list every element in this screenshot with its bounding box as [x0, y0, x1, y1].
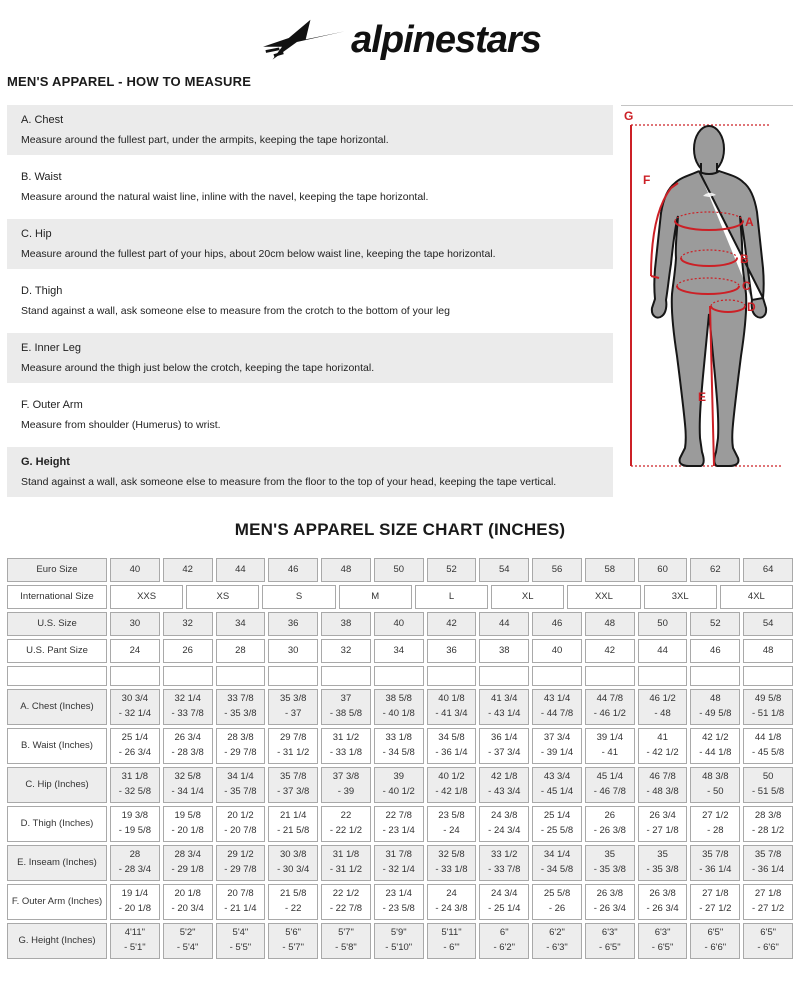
size-guide-page: [0, 12, 800, 959]
measure-section-desc: Stand against a wall, ask someone else to measure from the crotch to the bottom of your leg: [21, 305, 450, 317]
size-value-cell: [585, 666, 635, 686]
measurement-figure: [621, 105, 793, 504]
size-value-cell: 6'5" - 6'6": [743, 923, 793, 959]
measure-section-title: A. Chest: [21, 114, 64, 126]
size-value-cell: [163, 666, 213, 686]
size-value-cell: 22 1/2 - 22 7/8: [321, 884, 371, 920]
measure-section-desc: Measure around the natural waist line, inline with the navel, keeping the tape horizontal.: [21, 191, 429, 203]
size-value-cell: 29 7/8 - 31 1/2: [268, 728, 318, 764]
size-value-cell: 46: [532, 612, 582, 636]
size-value-cell: 33 1/8 - 34 5/8: [374, 728, 424, 764]
size-value-cell: 30: [110, 612, 160, 636]
size-measure-row: [7, 728, 793, 764]
size-value-cell: 4'11" - 5'1": [110, 923, 160, 959]
size-value-cell: 31 1/8 - 31 1/2: [321, 845, 371, 881]
measure-section-desc: Measure from shoulder (Humerus) to wrist.: [21, 419, 221, 431]
measure-section-desc: Measure around the thigh just below the crotch, keeping the tape horizontal.: [21, 362, 375, 374]
size-value-cell: 35 - 35 3/8: [585, 845, 635, 881]
size-header-row: [7, 558, 793, 582]
size-value-cell: 19 1/4 - 20 1/8: [110, 884, 160, 920]
label-f: F: [643, 173, 651, 187]
size-header-row: [7, 585, 793, 609]
alpinestars-logo: [7, 12, 793, 68]
measure-section-title: E. Inner Leg: [21, 342, 81, 354]
size-value-cell: 27 1/2 - 28: [690, 806, 740, 842]
size-value-cell: [374, 666, 424, 686]
size-value-cell: 38: [321, 612, 371, 636]
size-value-cell: [479, 666, 529, 686]
size-value-cell: 19 3/8 - 19 5/8: [110, 806, 160, 842]
size-value-cell: 4XL: [720, 585, 793, 609]
measure-section-desc: Stand against a wall, ask someone else to measure from the floor to the top of your head, keeping the tape vertical.: [21, 476, 557, 488]
measure-section: [7, 390, 613, 440]
size-value-cell: 40 1/8 - 41 3/4: [427, 689, 477, 725]
size-value-cell: 48 3/8 - 50: [690, 767, 740, 803]
size-value-cell: 48: [743, 639, 793, 663]
size-value-cell: 34 1/4 - 34 5/8: [532, 845, 582, 881]
size-value-cell: 32: [163, 612, 213, 636]
size-value-cell: 35 7/8 - 36 1/4: [743, 845, 793, 881]
size-value-cell: 20 7/8 - 21 1/4: [216, 884, 266, 920]
size-value-cell: 54: [479, 558, 529, 582]
size-value-cell: 31 1/8 - 32 5/8: [110, 767, 160, 803]
size-value-cell: 34 1/4 - 35 7/8: [216, 767, 266, 803]
size-value-cell: 28 3/4 - 29 1/8: [163, 845, 213, 881]
size-value-cell: XS: [186, 585, 259, 609]
size-value-cell: 39 1/4 - 41: [585, 728, 635, 764]
size-value-cell: 23 1/4 - 23 5/8: [374, 884, 424, 920]
measure-section: [7, 105, 613, 155]
size-measure-row: [7, 767, 793, 803]
row-label-cell: U.S. Pant Size: [7, 639, 107, 663]
size-value-cell: 45 1/4 - 46 7/8: [585, 767, 635, 803]
size-chart-title: MEN'S APPAREL SIZE CHART (INCHES): [234, 520, 566, 539]
measure-section: [7, 447, 613, 497]
size-value-cell: 25 1/4 - 26 3/4: [110, 728, 160, 764]
size-value-cell: 49 5/8 - 51 1/8: [743, 689, 793, 725]
size-value-cell: 42 1/8 - 43 3/4: [479, 767, 529, 803]
size-value-cell: 44 1/8 - 45 5/8: [743, 728, 793, 764]
row-label-cell: G. Height (Inches): [7, 923, 107, 959]
size-value-cell: 28 3/8 - 28 1/2: [743, 806, 793, 842]
row-label-cell: International Size: [7, 585, 107, 609]
size-value-cell: 5'9" - 5'10": [374, 923, 424, 959]
size-value-cell: 6" - 6'2": [479, 923, 529, 959]
row-label-cell: E. Inseam (Inches): [7, 845, 107, 881]
size-value-cell: 36: [427, 639, 477, 663]
size-value-cell: 26 3/4 - 27 1/8: [638, 806, 688, 842]
size-value-cell: 40: [374, 612, 424, 636]
measure-section-desc: Measure around the fullest part, under the armpits, keeping the tape horizontal.: [21, 134, 389, 146]
size-value-cell: 46: [690, 639, 740, 663]
row-label-cell: [7, 666, 107, 686]
size-value-cell: 44: [479, 612, 529, 636]
size-value-cell: 26 3/8 - 26 3/4: [638, 884, 688, 920]
size-value-cell: 31 7/8 - 32 1/4: [374, 845, 424, 881]
size-value-cell: 46 7/8 - 48 3/8: [638, 767, 688, 803]
measure-section-title: D. Thigh: [21, 285, 63, 297]
size-value-cell: 24: [110, 639, 160, 663]
size-value-cell: [216, 666, 266, 686]
size-value-cell: 6'2" - 6'3": [532, 923, 582, 959]
size-value-cell: 37 3/8 - 39: [321, 767, 371, 803]
measure-section-title: C. Hip: [21, 228, 52, 240]
size-value-cell: 40 1/2 - 42 1/8: [427, 767, 477, 803]
size-value-cell: 58: [585, 558, 635, 582]
size-value-cell: 5'11" - 6'": [427, 923, 477, 959]
size-value-cell: 44 7/8 - 46 1/2: [585, 689, 635, 725]
size-value-cell: XXS: [110, 585, 183, 609]
label-d: D: [747, 300, 756, 314]
size-value-cell: 32 5/8 - 34 1/4: [163, 767, 213, 803]
measure-section-title: G. Height: [21, 456, 70, 468]
size-value-cell: 31 1/2 - 33 1/8: [321, 728, 371, 764]
size-value-cell: 28 3/8 - 29 7/8: [216, 728, 266, 764]
label-g: G: [624, 109, 634, 123]
size-value-cell: 26: [163, 639, 213, 663]
size-value-cell: 24 3/8 - 24 3/4: [479, 806, 529, 842]
size-value-cell: 38: [479, 639, 529, 663]
size-value-cell: 19 5/8 - 20 1/8: [163, 806, 213, 842]
size-measure-row: [7, 806, 793, 842]
size-value-cell: 20 1/8 - 20 3/4: [163, 884, 213, 920]
size-value-cell: 5'7" - 5'8": [321, 923, 371, 959]
size-value-cell: 30 3/4 - 32 1/4: [110, 689, 160, 725]
row-label-cell: D. Thigh (Inches): [7, 806, 107, 842]
size-value-cell: 32: [321, 639, 371, 663]
size-value-cell: 48: [321, 558, 371, 582]
size-value-cell: 35 - 35 3/8: [638, 845, 688, 881]
size-value-cell: [690, 666, 740, 686]
size-value-cell: [321, 666, 371, 686]
size-value-cell: 48: [585, 612, 635, 636]
size-measure-row: [7, 884, 793, 920]
size-value-cell: 29 1/2 - 29 7/8: [216, 845, 266, 881]
size-value-cell: 20 1/2 - 20 7/8: [216, 806, 266, 842]
size-value-cell: 60: [638, 558, 688, 582]
size-measure-row: [7, 923, 793, 959]
size-value-cell: 33 1/2 - 33 7/8: [479, 845, 529, 881]
label-a: A: [745, 215, 754, 229]
size-value-cell: 46 1/2 - 48: [638, 689, 688, 725]
size-value-cell: 34 5/8 - 36 1/4: [427, 728, 477, 764]
size-value-cell: 48 - 49 5/8: [690, 689, 740, 725]
size-value-cell: 40: [532, 639, 582, 663]
row-label-cell: U.S. Size: [7, 612, 107, 636]
size-value-cell: 28 - 28 3/4: [110, 845, 160, 881]
size-value-cell: L: [415, 585, 488, 609]
size-value-cell: 50 - 51 5/8: [743, 767, 793, 803]
label-e: E: [698, 390, 707, 404]
size-value-cell: 37 - 38 5/8: [321, 689, 371, 725]
size-value-cell: 44: [638, 639, 688, 663]
size-value-cell: 35 3/8 - 37: [268, 689, 318, 725]
measure-section: [7, 162, 613, 212]
size-measure-row: [7, 689, 793, 725]
size-value-cell: 32 5/8 - 33 1/8: [427, 845, 477, 881]
how-to-measure-area: [7, 105, 793, 504]
size-value-cell: [638, 666, 688, 686]
size-value-cell: 50: [638, 612, 688, 636]
size-value-cell: 44: [216, 558, 266, 582]
size-value-cell: 46: [268, 558, 318, 582]
size-value-cell: XXL: [567, 585, 640, 609]
size-value-cell: [268, 666, 318, 686]
size-value-cell: 6'3" - 6'5": [638, 923, 688, 959]
size-value-cell: 35 7/8 - 37 3/8: [268, 767, 318, 803]
size-value-cell: 33 7/8 - 35 3/8: [216, 689, 266, 725]
measure-section: [7, 276, 613, 326]
size-value-cell: 41 3/4 - 43 1/4: [479, 689, 529, 725]
size-value-cell: XL: [491, 585, 564, 609]
size-value-cell: 30 3/8 - 30 3/4: [268, 845, 318, 881]
size-value-cell: 23 5/8 - 24: [427, 806, 477, 842]
alpinestars-star-icon: [259, 14, 347, 66]
size-value-cell: 27 1/8 - 27 1/2: [743, 884, 793, 920]
size-value-cell: 24 3/4 - 25 1/4: [479, 884, 529, 920]
size-value-cell: 36: [268, 612, 318, 636]
size-value-cell: 42 1/2 - 44 1/8: [690, 728, 740, 764]
size-value-cell: 28: [216, 639, 266, 663]
measure-section: [7, 333, 613, 383]
size-value-cell: 22 7/8 - 23 1/4: [374, 806, 424, 842]
size-value-cell: M: [339, 585, 412, 609]
size-value-cell: 56: [532, 558, 582, 582]
row-label-cell: A. Chest (Inches): [7, 689, 107, 725]
size-value-cell: 50: [374, 558, 424, 582]
row-label-cell: C. Hip (Inches): [7, 767, 107, 803]
size-value-cell: 24 - 24 3/8: [427, 884, 477, 920]
size-value-cell: 30: [268, 639, 318, 663]
size-value-cell: 21 5/8 - 22: [268, 884, 318, 920]
size-value-cell: 34: [216, 612, 266, 636]
size-value-cell: 38 5/8 - 40 1/8: [374, 689, 424, 725]
size-value-cell: 5'2" - 5'4": [163, 923, 213, 959]
size-value-cell: 26 3/4 - 28 3/8: [163, 728, 213, 764]
size-value-cell: [427, 666, 477, 686]
size-value-cell: 27 1/8 - 27 1/2: [690, 884, 740, 920]
measure-section-title: B. Waist: [21, 171, 62, 183]
size-value-cell: 43 1/4 - 44 7/8: [532, 689, 582, 725]
measure-section-list: [7, 105, 613, 504]
label-b: B: [740, 252, 749, 266]
measure-section: [7, 219, 613, 269]
size-value-cell: 37 3/4 - 39 1/4: [532, 728, 582, 764]
size-value-cell: 52: [690, 612, 740, 636]
size-value-cell: 35 7/8 - 36 1/4: [690, 845, 740, 881]
size-value-cell: 62: [690, 558, 740, 582]
size-value-cell: 3XL: [644, 585, 717, 609]
size-value-cell: 52: [427, 558, 477, 582]
size-value-cell: 41 - 42 1/2: [638, 728, 688, 764]
size-value-cell: S: [262, 585, 335, 609]
size-value-cell: 32 1/4 - 33 7/8: [163, 689, 213, 725]
size-value-cell: 36 1/4 - 37 3/4: [479, 728, 529, 764]
size-value-cell: [532, 666, 582, 686]
size-value-cell: 34: [374, 639, 424, 663]
size-header-row: [7, 639, 793, 663]
size-value-cell: 54: [743, 612, 793, 636]
logo-wordmark: alpinestars: [351, 18, 541, 61]
size-chart-table: [7, 558, 793, 959]
spacer-row: [7, 666, 793, 686]
measure-section-title: F. Outer Arm: [21, 399, 83, 411]
row-label-cell: B. Waist (Inches): [7, 728, 107, 764]
size-value-cell: 5'6" - 5'7": [268, 923, 318, 959]
label-c: C: [742, 279, 751, 293]
size-value-cell: [743, 666, 793, 686]
size-value-cell: 26 - 26 3/8: [585, 806, 635, 842]
size-value-cell: 6'3" - 6'5": [585, 923, 635, 959]
size-value-cell: 25 5/8 - 26: [532, 884, 582, 920]
body-figure-diagram: [621, 108, 793, 500]
size-value-cell: 39 - 40 1/2: [374, 767, 424, 803]
size-header-row: [7, 612, 793, 636]
size-value-cell: 43 3/4 - 45 1/4: [532, 767, 582, 803]
size-value-cell: 42: [427, 612, 477, 636]
size-value-cell: 5'4" - 5'5": [216, 923, 266, 959]
size-value-cell: 40: [110, 558, 160, 582]
size-measure-row: [7, 845, 793, 881]
size-value-cell: 42: [163, 558, 213, 582]
size-value-cell: 22 - 22 1/2: [321, 806, 371, 842]
measure-section-desc: Measure around the fullest part of your hips, about 20cm below waist line, keeping the tape horizontal.: [21, 248, 496, 260]
row-label-cell: Euro Size: [7, 558, 107, 582]
page-title: MEN'S APPAREL - HOW TO MEASURE: [7, 74, 252, 89]
size-value-cell: [110, 666, 160, 686]
row-label-cell: F. Outer Arm (Inches): [7, 884, 107, 920]
size-value-cell: 25 1/4 - 25 5/8: [532, 806, 582, 842]
size-value-cell: 26 3/8 - 26 3/4: [585, 884, 635, 920]
size-value-cell: 64: [743, 558, 793, 582]
size-value-cell: 42: [585, 639, 635, 663]
size-value-cell: 6'5" - 6'6": [690, 923, 740, 959]
size-value-cell: 21 1/4 - 21 5/8: [268, 806, 318, 842]
